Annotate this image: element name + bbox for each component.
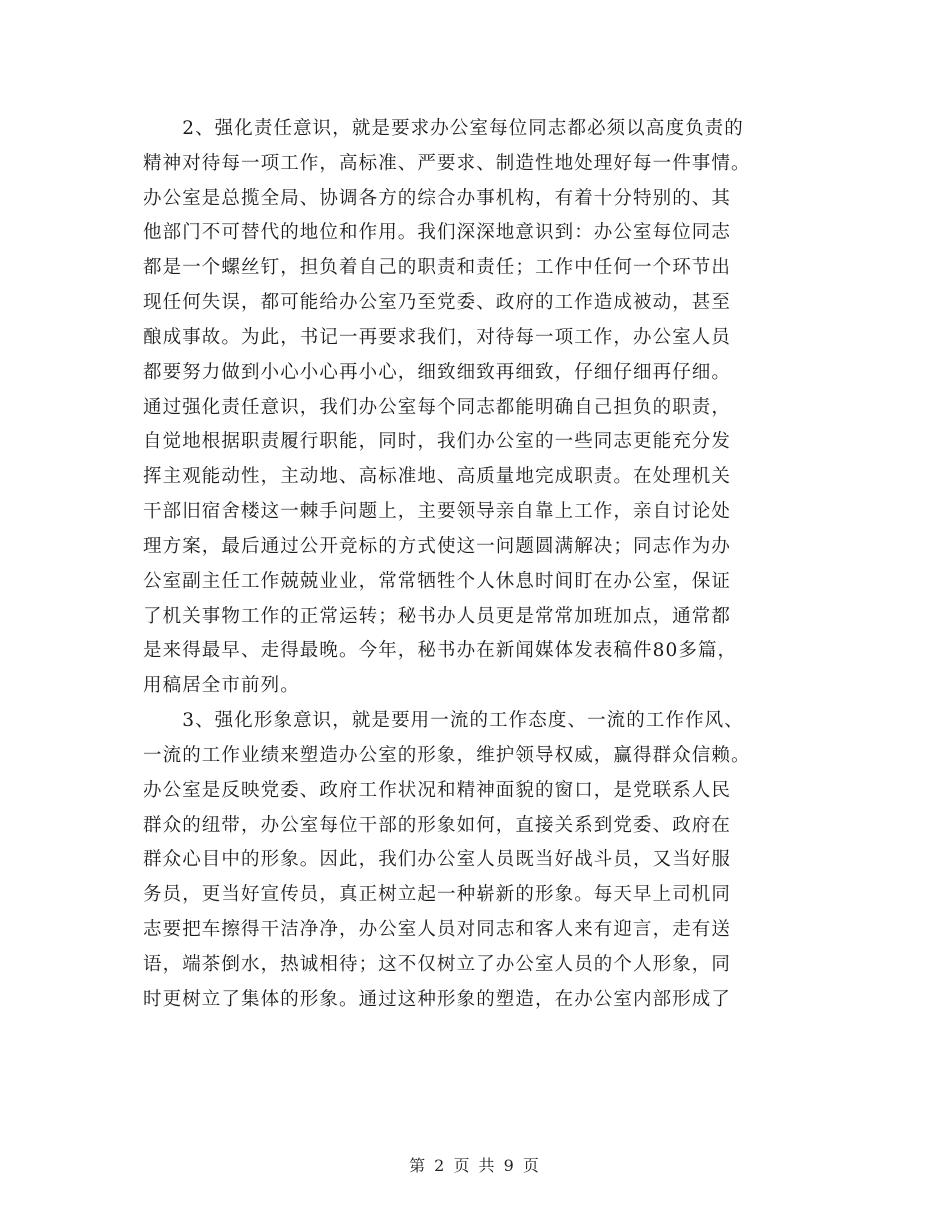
- text-line: 都是一个螺丝钉，担负着自己的职责和责任；工作中任何一个环节出: [143, 257, 732, 279]
- text-line: 志要把车擦得干洁净净，办公室人员对同志和客人来有迎言，走有送: [143, 919, 732, 941]
- text-line: 用稿居全市前列。: [143, 675, 300, 697]
- text-line: 自觉地根据职责履行职能，同时，我们办公室的一些同志更能充分发: [143, 431, 732, 453]
- text-line: 时更树立了集体的形象。通过这种形象的塑造，在办公室内部形成了: [143, 988, 732, 1010]
- text-line: 是来得最早、走得最晚。今年，秘书办在新闻媒体发表稿件80多篇，: [143, 640, 738, 662]
- page-footer: 第 2 页 共 9 页: [409, 1156, 541, 1175]
- text-line: 办公室是反映党委、政府工作状况和精神面貌的窗口，是党联系人民: [143, 779, 732, 801]
- text-line: 公室副主任工作兢兢业业，常常牺牲个人休息时间盯在办公室，保证: [143, 570, 732, 592]
- text-line: 3、强化形象意识，就是要用一流的工作态度、一流的工作作风、: [143, 710, 744, 732]
- text-line: 办公室是总揽全局、协调各方的综合办事机构，有着十分特别的、其: [143, 187, 732, 209]
- text-line: 精神对待每一项工作，高标准、严要求、制造性地处理好每一件事情。: [143, 152, 751, 174]
- text-line: 群众的纽带，办公室每位干部的形象如何，直接关系到党委、政府在: [143, 814, 732, 836]
- text-line: 通过强化责任意识，我们办公室每个同志都能明确自己担负的职责，: [143, 396, 732, 418]
- text-line: 酿成事故。为此，书记一再要求我们，对待每一项工作，办公室人员: [143, 326, 732, 348]
- text-line: 务员，更当好宣传员，真正树立起一种崭新的形象。每天早上司机同: [143, 884, 732, 906]
- text-line: 群众心目中的形象。因此，我们办公室人员既当好战斗员，又当好服: [143, 849, 732, 871]
- text-line: 理方案，最后通过公开竞标的方式使这一问题圆满解决；同志作为办: [143, 535, 732, 557]
- text-line: 一流的工作业绩来塑造办公室的形象，维护领导权威，赢得群众信赖。: [143, 744, 751, 766]
- text-line: 2、强化责任意识，就是要求办公室每位同志都必须以高度负责的: [143, 118, 744, 139]
- text-line: 语，端茶倒水，热诚相待；这不仅树立了办公室人员的个人形象，同: [143, 953, 732, 975]
- text-line: 都要努力做到小心小心再小心，细致细致再细致，仔细仔细再仔细。: [143, 361, 732, 383]
- body-text: [143, 112, 823, 1018]
- text-line: 挥主观能动性，主动地、高标准地、高质量地完成职责。在处理机关: [143, 466, 732, 488]
- text-line: 现任何失误，都可能给办公室乃至党委、政府的工作造成被动，甚至: [143, 292, 732, 314]
- text-line: 了机关事物工作的正常运转；秘书办人员更是常常加班加点，通常都: [143, 605, 732, 627]
- text-line: 他部门不可替代的地位和作用。我们深深地意识到：办公室每位同志: [143, 222, 732, 244]
- text-line: 干部旧宿舍楼这一棘手问题上，主要领导亲自靠上工作，亲自讨论处: [143, 501, 732, 523]
